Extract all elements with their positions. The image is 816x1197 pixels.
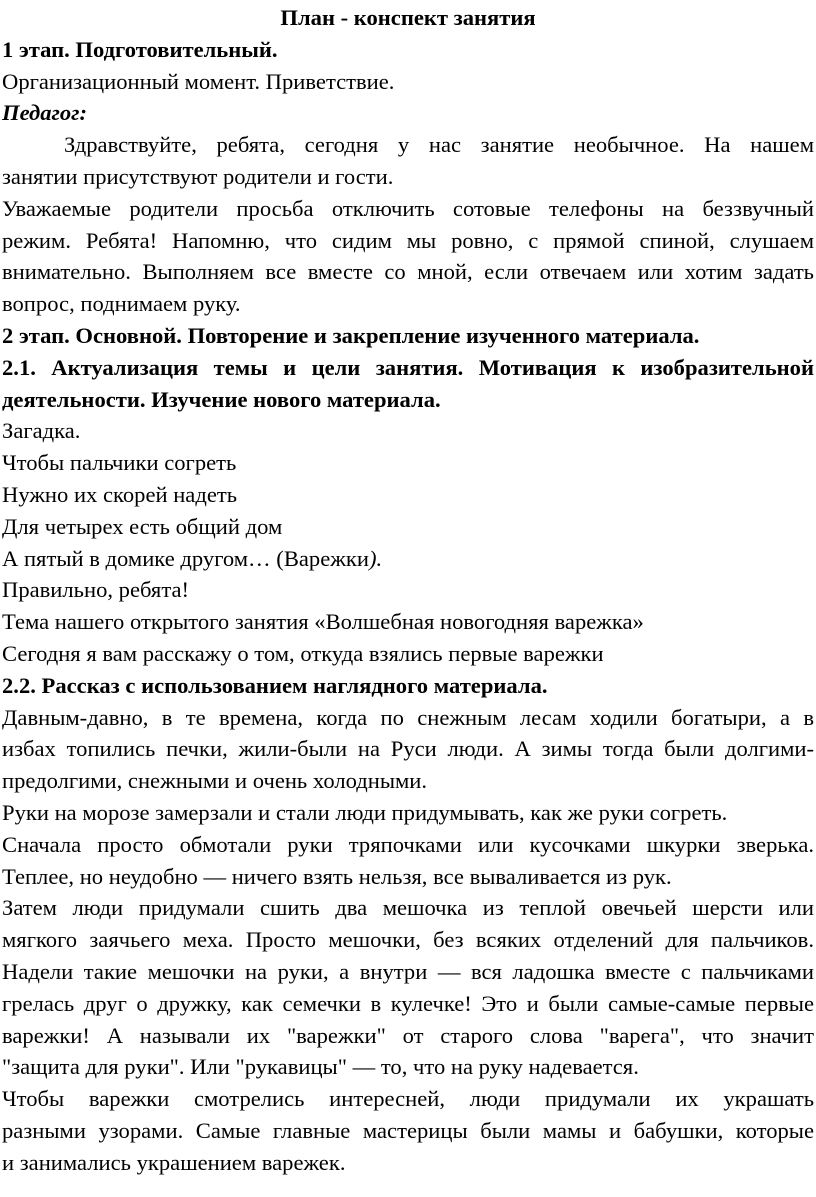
paragraph-line: Чтобы варежки смотрелись интересней, люди придумали их украшать [2,1086,814,1112]
section-2-2-heading: 2.2. Рассказ с использованием наглядного материала. [2,672,548,698]
paragraph-line: Руки на морозе замерзали и стали люди придумывать, как же руки согреть. [2,799,728,825]
stage-2-heading: 2 этап. Основной. Повторение и закрепление изученного материала. [2,322,700,348]
riddle-line: Нужно их скорей надеть [2,481,238,507]
riddle-line: Чтобы пальчики согреть [2,450,237,476]
paragraph-line: Здравствуйте, ребята, сегодня у нас занятие необычное. На нашем [64,132,814,158]
paragraph-line: предолгими, снежными и очень холодными. [2,768,428,794]
riddle-answer-text: А пятый в домике другом… (Варежки [2,545,369,571]
riddle-line-answer [2,543,814,575]
paragraph-line: занятии присутствуют родители и гости. [2,163,394,189]
paragraph-line: разными узорами. Самые главные мастерицы были мамы и бабушки, которые [2,1117,814,1143]
paragraph-line: варежки! А называли их "варежки" от старого слова "варега", что значит [2,1022,814,1048]
paragraph-line: грелась друг о дружку, как семечки в кулечке! Это и были самые-самые первые [2,990,814,1016]
paragraph-line: избах топились печки, жили-были на Руси люди. А зимы тогда были долгими- [2,736,814,762]
paragraph-line: Организационный момент. Приветствие. [2,68,395,94]
paragraph-line: Давным-давно, в те времена, когда по снежным лесам ходили богатыри, а в [2,704,814,730]
riddle-label: Загадка. [2,418,81,444]
paragraph-line: Тема нашего открытого занятия «Волшебная новогодняя варежка» [2,609,644,635]
paragraph-line: Сегодня я вам расскажу о том, откуда взялись первые варежки [2,640,604,666]
paragraph-line: Уважаемые родители просьба отключить сотовые телефоны на беззвучный [2,195,814,221]
paragraph-line: "защита для руки". Или "рукавицы" — то, что на руку надевается. [2,1054,639,1080]
paragraph-line: Надели такие мешочки на руки, а внутри — вся ладошка вместе с пальчиками [2,958,814,984]
paragraph-line: мягкого заячьего меха. Просто мешочки, без всяких отделений для пальчиков. [2,927,814,953]
section-2-1-heading-continued: деятельности. Изучение нового материала. [2,386,441,412]
document-title: План - конспект занятия [280,5,536,30]
paragraph-line: внимательно. Выполняем все вместе со мной, если отвечаем или хотим задать [2,259,814,285]
paragraph-line: Правильно, ребята! [2,577,190,603]
paragraph-line: вопрос, поднимаем руку. [2,291,241,317]
speaker-label: Педагог: [2,100,88,126]
section-2-1-heading: 2.1. Актуализация темы и цели занятия. Мотивация к изобразительной [2,354,814,380]
paragraph-line: Затем люди придумали сшить два мешочка из теплой овечьей шерсти или [2,895,814,921]
riddle-answer-close: ). [368,545,383,571]
paragraph-line: режим. Ребята! Напомню, что сидим мы ровно, с прямой спиной, слушаем [2,227,814,253]
paragraph-line: Сначала просто обмотали руки тряпочками или кусочками шкурки зверька. [2,831,814,857]
riddle-line: Для четырех есть общий дом [2,513,283,539]
stage-1-heading: 1 этап. Подготовительный. [2,36,278,62]
paragraph-line: Теплее, но неудобно — ничего взять нельзя, все вываливается из рук. [2,863,672,889]
paragraph-line: и занимались украшением варежек. [2,1149,346,1175]
